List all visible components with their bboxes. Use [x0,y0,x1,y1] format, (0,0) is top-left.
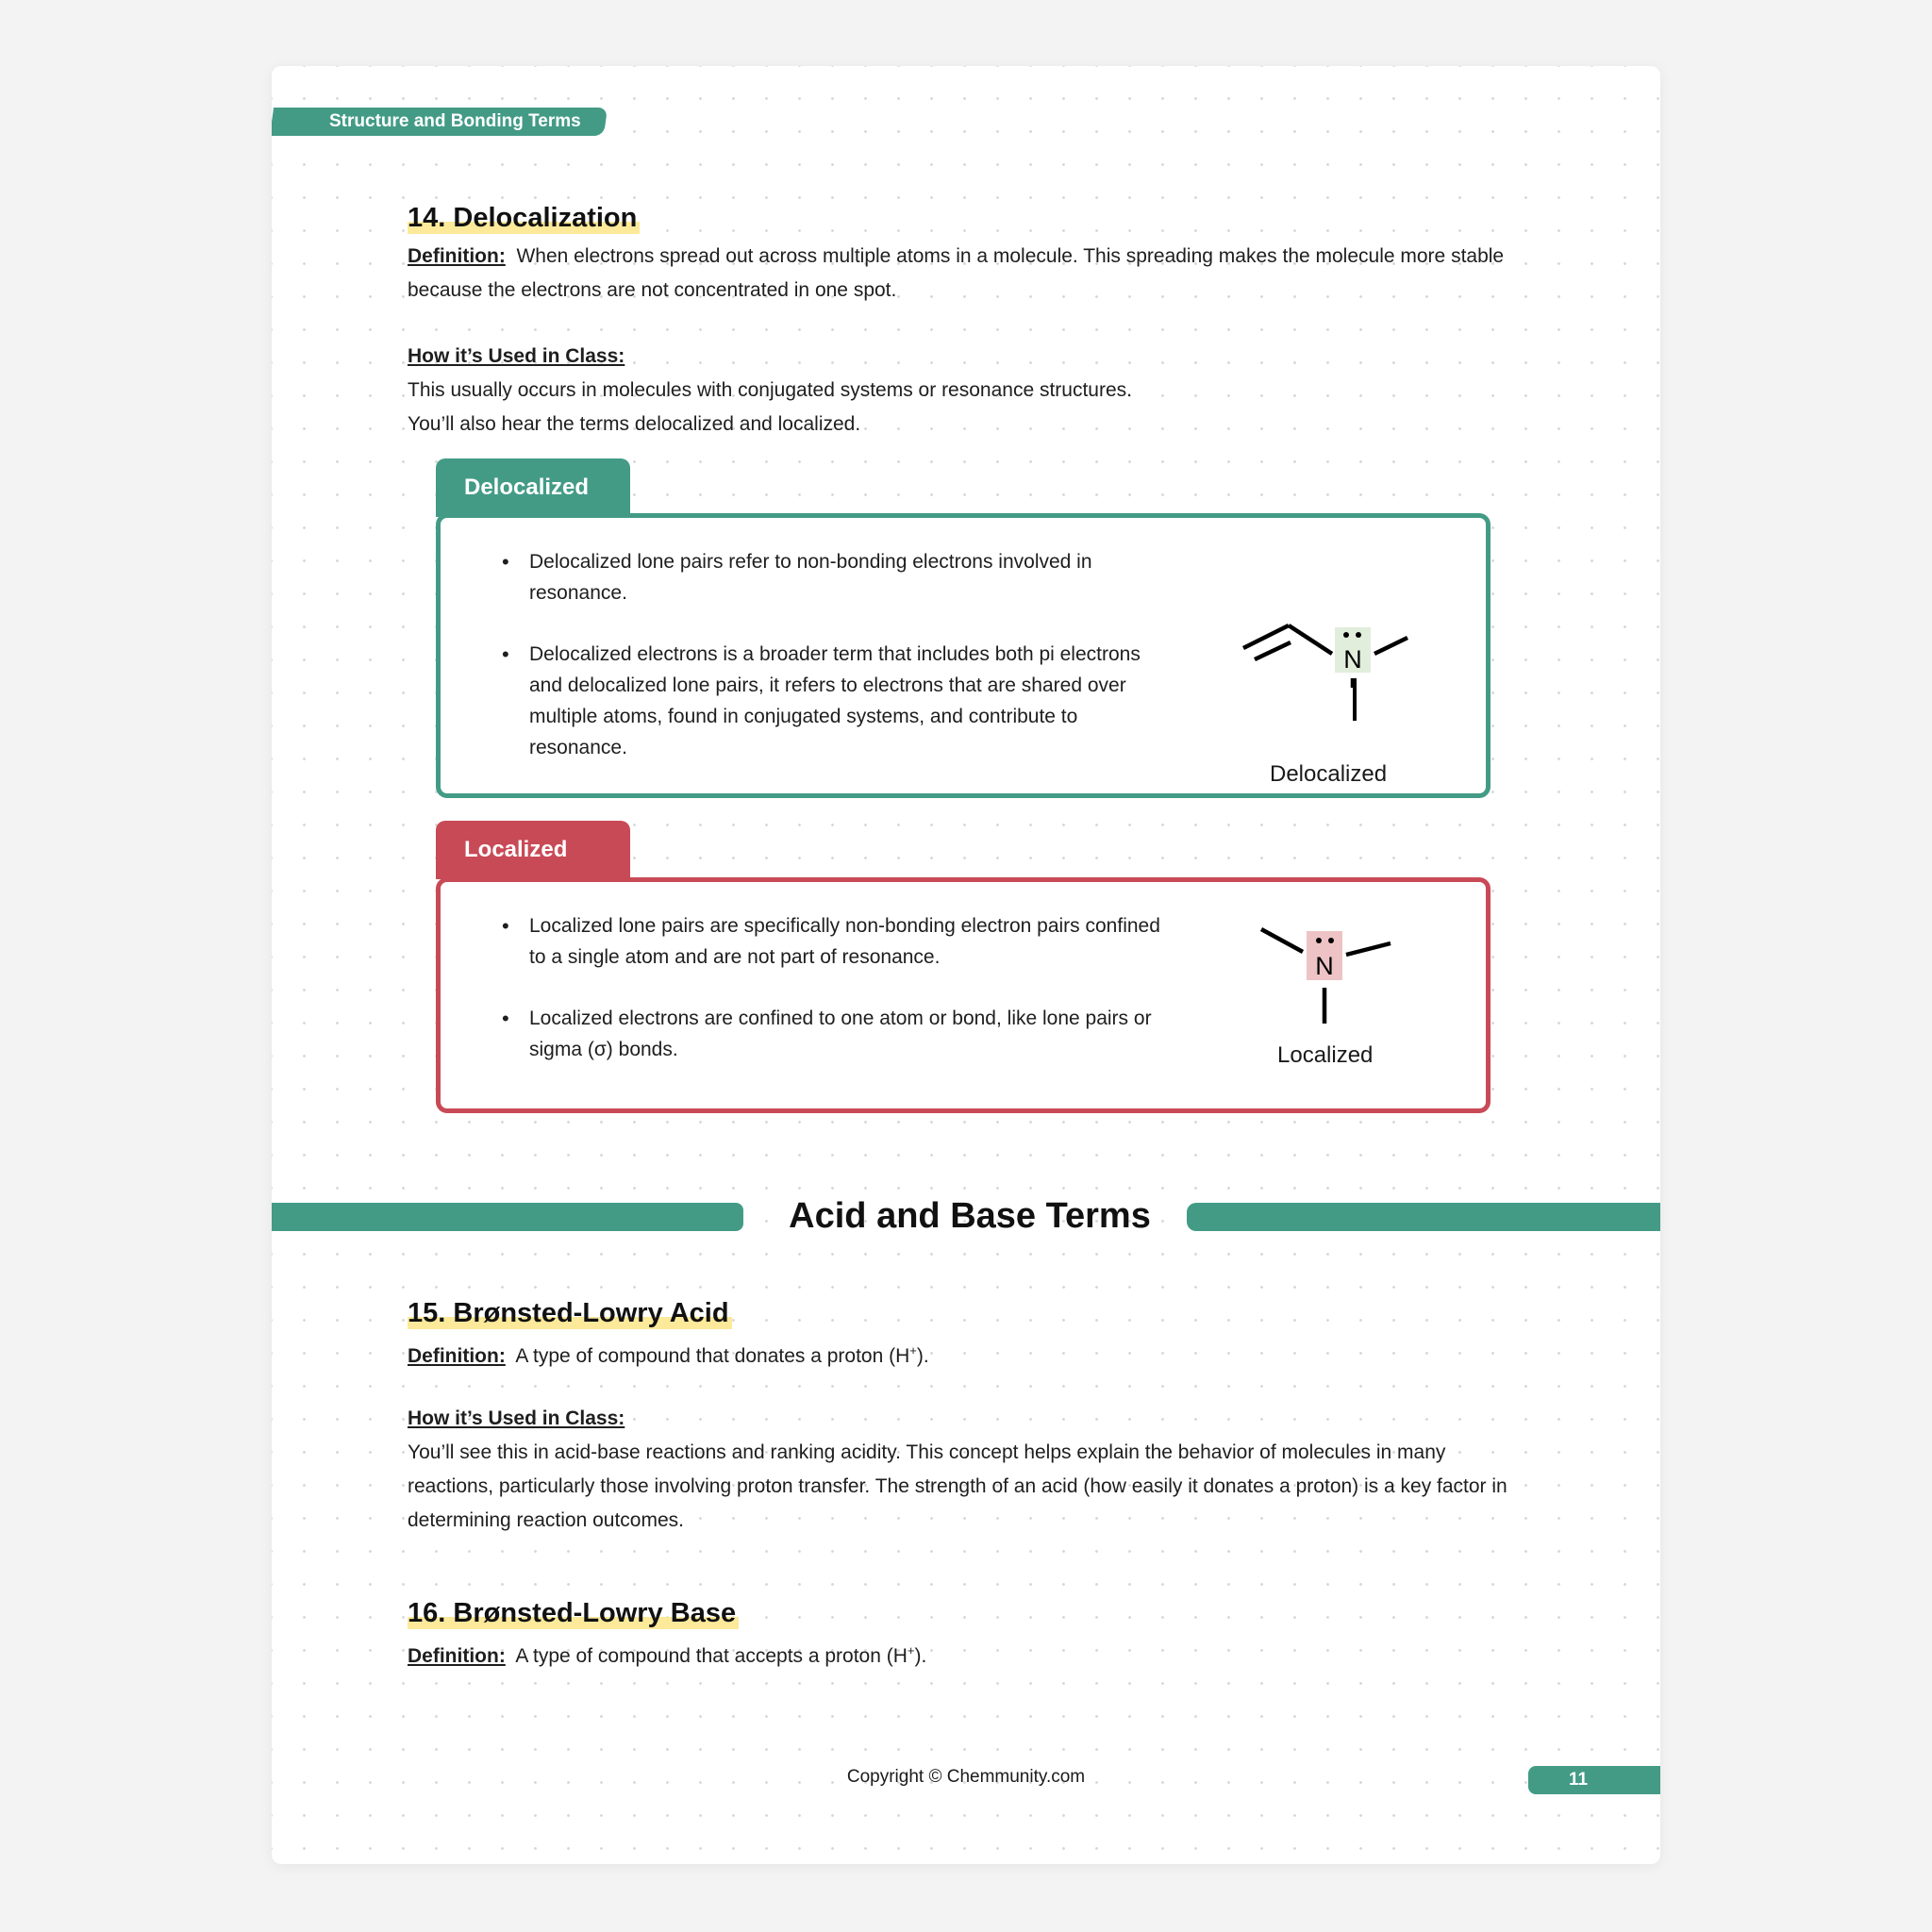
usage-label: How it’s Used in Class: [408,345,625,367]
bullet-item: • Delocalized electrons is a broader term that includes both pi electrons and delocalized lone pairs, it refers to electrons that are shared over multiple atoms, found in conjugated systems, and contribute to resonance. [473,639,1171,763]
atom-label: N [1315,952,1334,980]
usage-line: This usually occurs in molecules with conjugated systems or resonance structures. [408,379,1132,401]
localized-caption: Localized [1277,1042,1374,1068]
term-title-bronsted-acid: 15. Brønsted-Lowry Acid [408,1294,732,1332]
definition-text: A type of compound that accepts a proton (H [515,1645,908,1667]
superscript: + [909,1343,917,1357]
delocalized-bond-icon [1353,678,1357,721]
document-page [272,66,1660,1864]
definition-label: Definition: [408,1645,506,1667]
section-label: Structure and Bonding Terms [329,111,581,131]
definition-label: Definition: [408,245,506,267]
definition-end: ). [916,1345,929,1367]
atom-label: N [1343,645,1362,674]
usage-label: How it’s Used in Class: [408,1407,625,1429]
section-banner-right [1187,1203,1660,1231]
delocalized-molecule-icon [1238,584,1426,688]
bullet-item: • Delocalized lone pairs refer to non-bonding electrons involved in resonance. [473,546,1171,608]
definition-text: A type of compound that donates a proton (H [515,1345,910,1367]
localized-tab: Localized [436,821,630,879]
term-title-delocalization: 14. Delocalization [408,199,640,237]
localized-bullets [473,910,1171,1095]
usage-line: You’ll also hear the terms delocalized and localized. [408,413,861,435]
bullet-item: • Localized lone pairs are specifically non-bonding electron pairs confined to a single atom and are not part of resonance. [473,910,1171,973]
delocalized-caption: Delocalized [1270,761,1388,787]
delocalized-tab: Delocalized [436,458,630,517]
localized-box [436,877,1491,1113]
delocalized-bullets [473,546,1171,793]
delocalized-box [436,513,1491,798]
usage-text: You’ll see this in acid-base reactions and ranking acidity. This concept helps explain the behavior of molecules in many reactions, particularly those involving proton transfer. The strength of an acid (how easily it donates a proton) is a key factor in determining reaction outcomes. [408,1441,1507,1531]
section-banner-left [272,1203,743,1231]
term-title-bronsted-base: 16. Brønsted-Lowry Base [408,1594,739,1632]
definition-text: When electrons spread out across multiple atoms in a molecule. This spreading makes the molecule more stable because the electrons are not concentrated in one spot. [408,245,1505,301]
footer-copyright: Copyright © Chemmunity.com [846,1767,1086,1787]
localized-molecule-icon [1252,920,1403,1033]
bullet-item: • Localized electrons are confined to one atom or bond, like lone pairs or sigma (σ) bonds. [473,1003,1171,1065]
term-definition [408,1634,926,1674]
section-title: Acid and Base Terms [789,1196,1151,1236]
page-number: 11 [1528,1766,1660,1794]
term-definition [408,240,1521,308]
term-definition [408,1334,929,1374]
superscript: + [907,1643,915,1657]
definition-label: Definition: [408,1345,506,1367]
definition-end: ). [914,1645,927,1667]
